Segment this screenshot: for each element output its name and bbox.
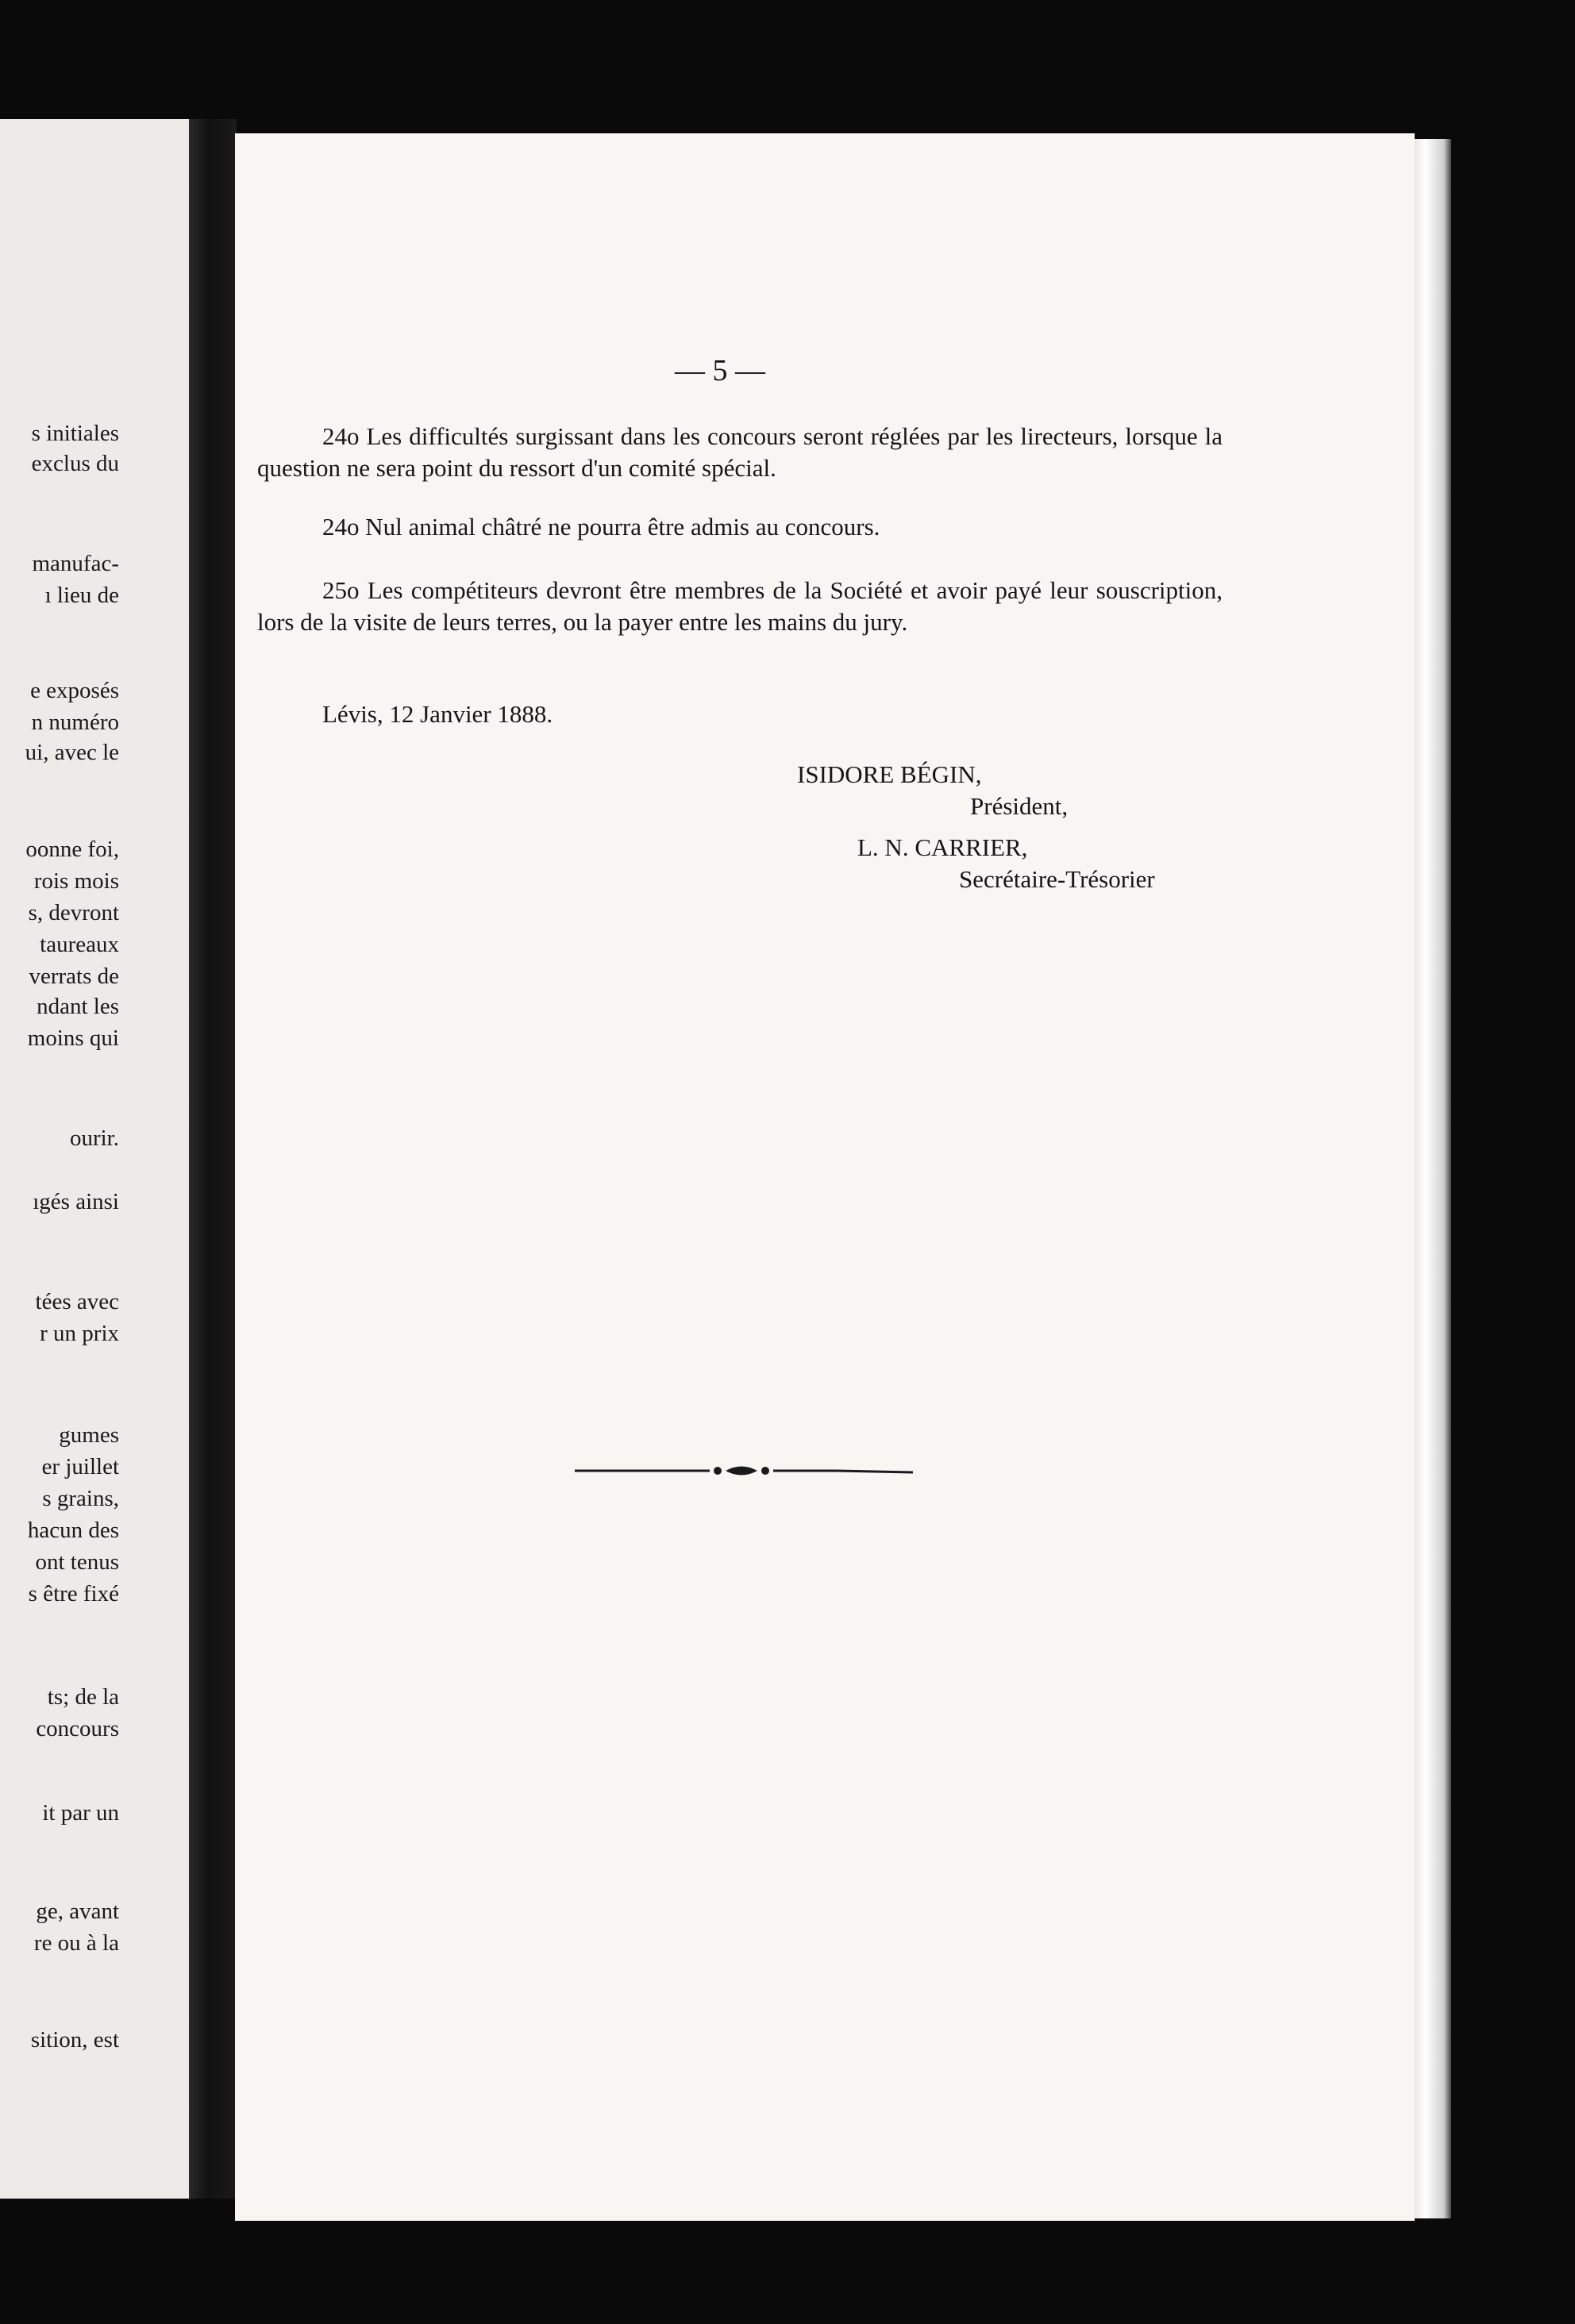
article-25-competitors: 25o Les compétiteurs devront être membres de la Société et avoir payé leur souscription, lors de la visite de leurs terres, ou la payer entre les mains du jury. xyxy=(257,576,1223,636)
page-edge xyxy=(1415,139,1451,2218)
left-line: it par un xyxy=(42,1800,119,1826)
left-line: e exposés xyxy=(30,678,119,703)
ornamental-rule xyxy=(575,1459,913,1483)
left-line: s initiales xyxy=(31,421,119,446)
left-line: sition, est xyxy=(30,2027,119,2053)
article-24-difficulties: 24o Les difficultés surgissant dans les concours seront réglées par les lirecteurs, lorsque la question ne sera point du ressort d'un comité spécial. xyxy=(257,422,1223,482)
left-line: moins qui xyxy=(27,1025,119,1051)
left-line: taureaux xyxy=(40,932,119,957)
left-line: ourir. xyxy=(69,1125,119,1151)
left-line: ndant les xyxy=(37,994,119,1019)
article-24-castrated: 24o Nul animal châtré ne pourra être admis au concours. xyxy=(322,513,880,541)
left-line: hacun des xyxy=(27,1518,119,1543)
date-line: Lévis, 12 Janvier 1888. xyxy=(322,700,553,728)
left-line: exclus du xyxy=(31,451,119,476)
signature-title: Secrétaire-Trésorier xyxy=(959,865,1155,893)
left-line: ts; de la xyxy=(47,1684,119,1710)
left-line: re ou à la xyxy=(33,1930,119,1956)
left-line: manufac- xyxy=(32,551,119,576)
left-line: tées avec xyxy=(35,1289,119,1314)
signature-title: Président, xyxy=(970,792,1069,820)
left-line: gumes xyxy=(59,1422,119,1448)
left-line: ge, avant xyxy=(36,1899,119,1924)
left-line: verrats de xyxy=(29,964,119,989)
left-line: n numéro xyxy=(31,710,119,735)
left-line: s être fixé xyxy=(28,1581,119,1606)
left-page-fragment xyxy=(0,119,189,2199)
left-line: ui, avec le xyxy=(25,740,119,765)
left-line: s grains, xyxy=(42,1486,119,1511)
left-line: ıgés ainsi xyxy=(33,1189,119,1214)
left-line: r un prix xyxy=(40,1321,119,1346)
page-number: — 5 — xyxy=(675,354,765,387)
signature-name: ISIDORE BÉGIN, xyxy=(797,760,982,788)
signature-name: L. N. CARRIER, xyxy=(857,833,1028,861)
left-line: er juillet xyxy=(41,1454,119,1479)
left-line: concours xyxy=(36,1716,119,1741)
left-line: ı lieu de xyxy=(44,583,119,608)
left-line: ont tenus xyxy=(35,1549,119,1575)
left-line: s, devront xyxy=(28,900,119,925)
left-line: oonne foi, xyxy=(25,837,119,862)
book-gutter xyxy=(189,119,237,2199)
left-line: rois mois xyxy=(33,868,119,894)
